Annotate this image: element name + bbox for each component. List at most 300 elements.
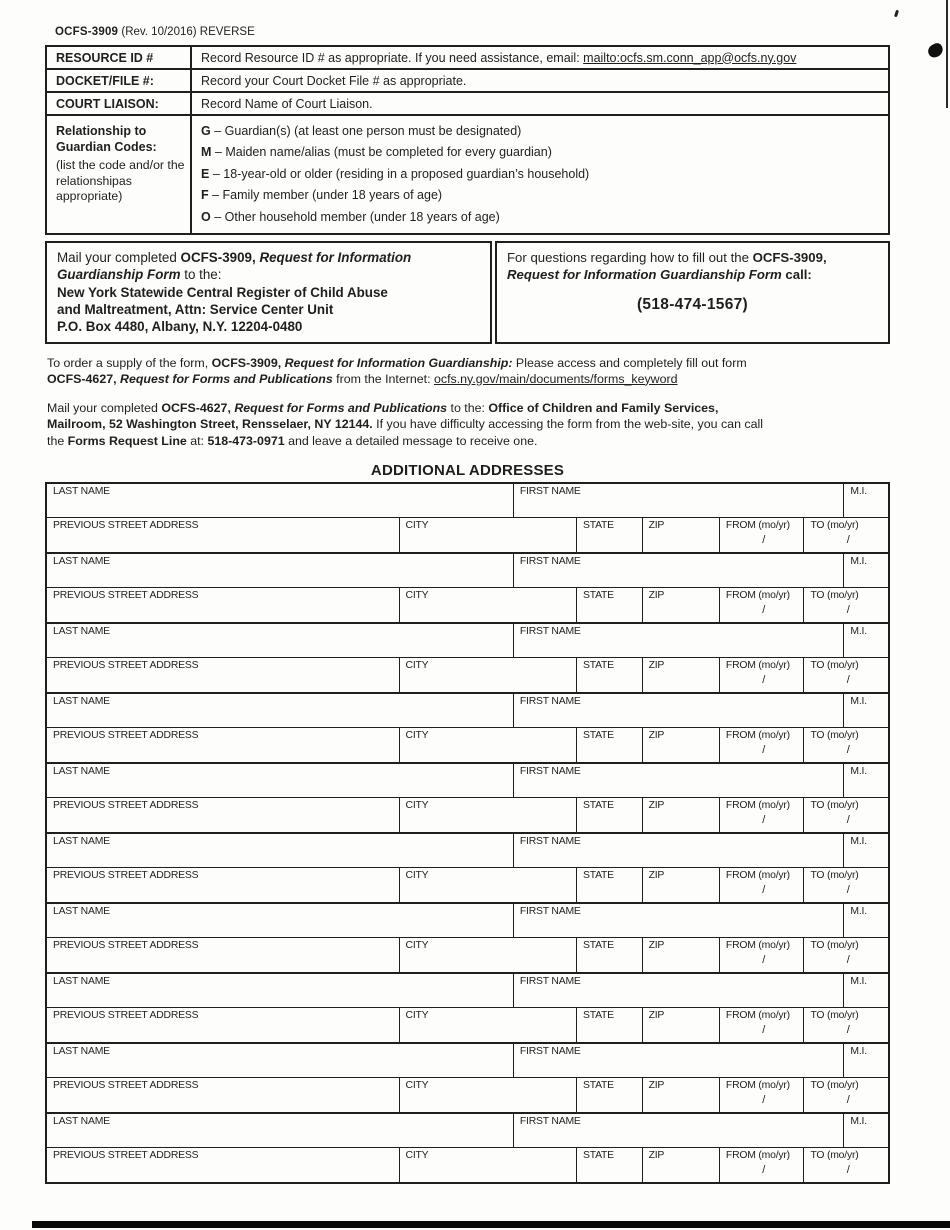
name-row (47, 974, 888, 1008)
state-label: STATE (582, 520, 614, 531)
mail-form-paragraph (47, 400, 890, 449)
city-field (399, 728, 576, 762)
questions-form-name: Request for Information Guardianship Form (507, 267, 782, 283)
street-address-label: PREVIOUS STREET ADDRESS (53, 730, 199, 741)
last-name-field (47, 1114, 513, 1147)
street-address-label: PREVIOUS STREET ADDRESS (53, 660, 199, 671)
scan-artifact-speck (894, 10, 899, 18)
docket-file-label: DOCKET/FILE #: (46, 69, 191, 92)
first-name-label: FIRST NAME (519, 626, 581, 637)
city-label: CITY (405, 800, 429, 811)
address-row (47, 868, 888, 902)
first-name-field (513, 904, 844, 937)
middle-initial-label: M.I. (850, 766, 867, 777)
address-row (47, 798, 888, 832)
city-label: CITY (405, 730, 429, 741)
date-slash: / (762, 674, 766, 686)
to-date-field (803, 868, 888, 902)
mail-para-text: and leave a detailed message to receive one. (284, 433, 538, 448)
first-name-label: FIRST NAME (519, 836, 581, 847)
last-name-field (47, 484, 513, 517)
address-block (45, 832, 890, 904)
from-date-label: FROM (mo/yr) (725, 1080, 790, 1091)
date-slash: / (846, 884, 850, 896)
from-date-label: FROM (mo/yr) (725, 730, 790, 741)
name-row (47, 764, 888, 798)
zip-field (642, 518, 719, 552)
mail-to-form-name-line2: Guardianship Form (57, 267, 181, 283)
state-field (576, 1148, 642, 1182)
address-row (47, 588, 888, 622)
guardian-codes-list (191, 115, 889, 234)
last-name-field (47, 974, 513, 1007)
from-date-field (719, 1008, 804, 1042)
date-slash: / (762, 1094, 766, 1106)
forms-request-phone: 518-473-0971 (207, 433, 285, 448)
code-separator: – (209, 166, 224, 181)
city-label: CITY (405, 590, 429, 601)
city-label: CITY (405, 1080, 429, 1091)
zip-label: ZIP (648, 590, 665, 601)
code-text: Guardian(s) (at least one person must be designated) (224, 124, 522, 138)
code-line-m (201, 142, 879, 163)
order-form2-number: OCFS-4627, (47, 371, 120, 386)
resource-id-label: RESOURCE ID # (46, 46, 191, 69)
first-name-field (513, 834, 844, 867)
zip-label: ZIP (648, 1010, 665, 1021)
name-row (47, 904, 888, 938)
code-separator: – (210, 124, 225, 138)
docket-file-desc: Record your Court Docket File # as appropriate. (191, 69, 889, 92)
to-date-label: TO (mo/yr) (810, 590, 859, 601)
to-date-field (803, 658, 888, 692)
address-block (45, 902, 890, 974)
from-date-label: FROM (mo/yr) (725, 940, 790, 951)
last-name-field (47, 624, 513, 657)
code-separator: – (210, 209, 225, 224)
court-liaison-desc: Record Name of Court Liaison. (191, 92, 889, 115)
city-label: CITY (405, 660, 429, 671)
scan-artifact-ink-blob (926, 41, 945, 59)
date-slash: / (846, 814, 850, 826)
middle-initial-field (843, 1114, 888, 1147)
middle-initial-field (843, 764, 888, 797)
street-address-field (47, 1008, 399, 1042)
questions-form-number: OCFS-3909, (752, 250, 827, 266)
street-address-label: PREVIOUS STREET ADDRESS (53, 1080, 199, 1091)
street-address-label: PREVIOUS STREET ADDRESS (53, 1150, 199, 1161)
state-field (576, 798, 642, 832)
to-date-label: TO (mo/yr) (810, 520, 859, 531)
code-text: Family member (under 18 years of age) (222, 188, 443, 203)
last-name-field (47, 554, 513, 587)
street-address-field (47, 868, 399, 902)
mail-para-text: If you have difficulty accessing the form from the web-site, you can call (372, 417, 763, 432)
city-field (399, 868, 576, 902)
mail-to-address-line2: and Maltreatment, Attn: Service Center Unit (57, 301, 334, 317)
from-date-field (719, 1078, 804, 1112)
middle-initial-label: M.I. (850, 976, 867, 987)
docket-file-row (46, 69, 889, 92)
address-row (47, 1148, 888, 1182)
from-date-label: FROM (mo/yr) (725, 590, 790, 601)
address-block (45, 762, 890, 834)
middle-initial-field (843, 554, 888, 587)
state-field (576, 938, 642, 972)
zip-field (642, 1008, 719, 1042)
middle-initial-field (843, 484, 888, 517)
code-separator: – (211, 145, 226, 160)
last-name-label: LAST NAME (53, 486, 110, 497)
from-date-field (719, 868, 804, 902)
state-field (576, 518, 642, 552)
state-field (576, 1008, 642, 1042)
city-field (399, 1148, 576, 1182)
resource-id-text: Record Resource ID # as appropriate. If you need assistance, email: (201, 50, 584, 65)
address-block (45, 1042, 890, 1114)
to-date-label: TO (mo/yr) (810, 870, 859, 881)
last-name-field (47, 764, 513, 797)
zip-field (642, 588, 719, 622)
date-slash: / (846, 674, 850, 686)
date-slash: / (762, 1024, 766, 1036)
street-address-label: PREVIOUS STREET ADDRESS (53, 590, 199, 601)
last-name-field (47, 834, 513, 867)
zip-label: ZIP (648, 870, 665, 881)
last-name-label: LAST NAME (53, 976, 110, 987)
from-date-field (719, 1148, 804, 1182)
questions-phone-number: (518-474-1567) (636, 296, 749, 314)
date-slash: / (762, 954, 766, 966)
mail-para-form-name: Request for Forms and Publications (234, 401, 448, 416)
guardian-codes-row (46, 115, 889, 234)
to-date-label: TO (mo/yr) (810, 940, 859, 951)
mail-to-address-line3: P.O. Box 4480, Albany, N.Y. 12204-0480 (57, 319, 303, 335)
to-date-field (803, 938, 888, 972)
address-row (47, 728, 888, 762)
address-blocks (45, 482, 890, 1184)
street-address-field (47, 798, 399, 832)
questions-pre: For questions regarding how to fill out the (507, 250, 753, 266)
from-date-field (719, 588, 804, 622)
zip-field (642, 1078, 719, 1112)
address-block (45, 482, 890, 554)
address-block (45, 622, 890, 694)
to-date-label: TO (mo/yr) (810, 730, 859, 741)
middle-initial-field (843, 834, 888, 867)
first-name-field (513, 974, 844, 1007)
mail-para-office: Office of Children and Family Services, (488, 401, 719, 416)
to-date-label: TO (mo/yr) (810, 1080, 859, 1091)
order-text: To order a supply of the form, (47, 355, 212, 370)
form-revision: (Rev. 10/2016) REVERSE (118, 26, 255, 38)
document-body (45, 26, 890, 1184)
first-name-label: FIRST NAME (519, 556, 581, 567)
zip-label: ZIP (648, 940, 665, 951)
resource-id-row (46, 46, 889, 69)
from-date-label: FROM (mo/yr) (725, 800, 790, 811)
city-label: CITY (405, 940, 429, 951)
order-form-name: Request for Information Guardianship: (284, 355, 513, 370)
name-row (47, 834, 888, 868)
from-date-field (719, 518, 804, 552)
assistance-email-link[interactable]: mailto:ocfs.sm.conn_app@ocfs.ny.gov (583, 50, 797, 65)
zip-field (642, 658, 719, 692)
address-row (47, 1008, 888, 1042)
date-slash: / (762, 1164, 766, 1176)
city-field (399, 1078, 576, 1112)
address-block (45, 552, 890, 624)
address-block (45, 972, 890, 1044)
middle-initial-label: M.I. (850, 906, 867, 917)
street-address-label: PREVIOUS STREET ADDRESS (53, 940, 199, 951)
first-name-field (513, 694, 844, 727)
mail-para-text: to the: (447, 401, 489, 416)
middle-initial-field (843, 974, 888, 1007)
code-letter: M (201, 145, 212, 160)
from-date-label: FROM (mo/yr) (725, 1150, 790, 1161)
state-label: STATE (582, 730, 614, 741)
name-row (47, 484, 888, 518)
first-name-field (513, 1044, 844, 1077)
first-name-field (513, 1114, 844, 1147)
city-field (399, 798, 576, 832)
code-line-o (201, 207, 879, 228)
resource-id-desc (191, 46, 889, 69)
street-address-label: PREVIOUS STREET ADDRESS (53, 870, 199, 881)
code-text: Maiden name/alias (must be completed for every guardian) (225, 145, 552, 160)
last-name-field (47, 694, 513, 727)
city-field (399, 518, 576, 552)
questions-post: call: (781, 267, 812, 283)
date-slash: / (846, 1094, 850, 1106)
court-liaison-row (46, 92, 889, 115)
date-slash: / (762, 814, 766, 826)
from-date-label: FROM (mo/yr) (725, 660, 790, 671)
zip-label: ZIP (648, 800, 665, 811)
first-name-label: FIRST NAME (519, 696, 581, 707)
state-field (576, 1078, 642, 1112)
date-slash: / (846, 1024, 850, 1036)
date-slash: / (846, 1164, 850, 1176)
city-field (399, 1008, 576, 1042)
code-letter: F (201, 188, 209, 203)
additional-addresses-title: ADDITIONAL ADDRESSES (370, 462, 565, 479)
city-label: CITY (405, 1010, 429, 1021)
street-address-field (47, 938, 399, 972)
first-name-field (513, 554, 844, 587)
street-address-field (47, 728, 399, 762)
from-date-field (719, 938, 804, 972)
zip-label: ZIP (648, 730, 665, 741)
code-letter: E (201, 166, 210, 181)
state-field (576, 658, 642, 692)
zip-label: ZIP (648, 1150, 665, 1161)
date-slash: / (762, 604, 766, 616)
last-name-label: LAST NAME (53, 696, 110, 707)
mail-to-pre: Mail your completed (57, 250, 181, 266)
name-row (47, 554, 888, 588)
from-date-label: FROM (mo/yr) (725, 870, 790, 881)
scan-artifact-right-edge-line (946, 0, 948, 108)
first-name-label: FIRST NAME (519, 906, 581, 917)
zip-field (642, 1148, 719, 1182)
code-separator: – (208, 188, 223, 203)
address-row (47, 938, 888, 972)
info-table (45, 45, 890, 235)
zip-field (642, 798, 719, 832)
first-name-label: FIRST NAME (519, 1046, 581, 1057)
middle-initial-label: M.I. (850, 626, 867, 637)
middle-initial-field (843, 904, 888, 937)
street-address-field (47, 588, 399, 622)
to-date-label: TO (mo/yr) (810, 660, 859, 671)
last-name-label: LAST NAME (53, 1046, 110, 1057)
middle-initial-label: M.I. (850, 1116, 867, 1127)
zip-field (642, 728, 719, 762)
from-date-field (719, 728, 804, 762)
order-form2-name: Request for Forms and Publications (120, 371, 333, 386)
middle-initial-label: M.I. (850, 696, 867, 707)
first-name-label: FIRST NAME (519, 1116, 581, 1127)
city-field (399, 938, 576, 972)
guardian-codes-label: Relationship to Guardian Codes: (56, 124, 157, 154)
street-address-field (47, 1148, 399, 1182)
state-label: STATE (582, 940, 614, 951)
order-form-number: OCFS-3909, (211, 355, 285, 370)
code-text: Other household member (under 18 years of age) (224, 209, 500, 224)
middle-initial-label: M.I. (850, 1046, 867, 1057)
date-slash: / (846, 954, 850, 966)
state-label: STATE (582, 800, 614, 811)
last-name-label: LAST NAME (53, 906, 110, 917)
mail-to-box (45, 241, 492, 343)
mailing-instructions (45, 241, 890, 343)
city-field (399, 658, 576, 692)
street-address-field (47, 658, 399, 692)
mail-para-text: Mail your completed (47, 401, 162, 416)
city-field (399, 588, 576, 622)
city-label: CITY (405, 520, 429, 531)
mail-to-address-line1: New York Statewide Central Register of Child Abuse (57, 284, 388, 300)
mail-para-text: the (47, 433, 68, 448)
last-name-label: LAST NAME (53, 766, 110, 777)
mail-para-text: at: (186, 433, 208, 448)
state-label: STATE (582, 660, 614, 671)
to-date-field (803, 518, 888, 552)
code-letter: G (201, 124, 211, 138)
middle-initial-label: M.I. (850, 486, 867, 497)
middle-initial-field (843, 624, 888, 657)
date-slash: / (762, 884, 766, 896)
to-date-field (803, 1148, 888, 1182)
guardian-codes-label-cell (46, 115, 191, 234)
address-block (45, 692, 890, 764)
code-line-e (201, 164, 879, 185)
zip-label: ZIP (648, 1080, 665, 1091)
from-date-label: FROM (mo/yr) (725, 1010, 790, 1021)
date-slash: / (762, 744, 766, 756)
first-name-label: FIRST NAME (519, 766, 581, 777)
name-row (47, 694, 888, 728)
address-row (47, 658, 888, 692)
to-date-label: TO (mo/yr) (810, 1010, 859, 1021)
to-date-field (803, 798, 888, 832)
zip-field (642, 868, 719, 902)
to-date-field (803, 1008, 888, 1042)
state-field (576, 868, 642, 902)
street-address-label: PREVIOUS STREET ADDRESS (53, 520, 199, 531)
to-date-field (803, 728, 888, 762)
forms-website-link[interactable]: ocfs.ny.gov/main/documents/forms_keyword (433, 371, 678, 386)
state-field (576, 728, 642, 762)
last-name-label: LAST NAME (53, 1116, 110, 1127)
zip-label: ZIP (648, 520, 665, 531)
zip-field (642, 938, 719, 972)
middle-initial-field (843, 694, 888, 727)
first-name-label: FIRST NAME (519, 486, 581, 497)
last-name-label: LAST NAME (53, 626, 110, 637)
to-date-label: TO (mo/yr) (810, 800, 859, 811)
code-line-f (201, 185, 879, 206)
from-date-field (719, 798, 804, 832)
middle-initial-field (843, 1044, 888, 1077)
form-number: OCFS-3909 (55, 26, 119, 38)
mail-to-form-number: OCFS-3909, (180, 250, 260, 266)
from-date-label: FROM (mo/yr) (725, 520, 790, 531)
to-date-field (803, 1078, 888, 1112)
first-name-label: FIRST NAME (519, 976, 581, 987)
to-date-label: TO (mo/yr) (810, 1150, 859, 1161)
date-slash: / (846, 604, 850, 616)
code-text: 18-year-old or older (residing in a proposed guardian’s household) (223, 166, 590, 181)
name-row (47, 1044, 888, 1078)
court-liaison-label: COURT LIAISON: (46, 92, 191, 115)
to-date-field (803, 588, 888, 622)
form-header (55, 26, 890, 38)
street-address-field (47, 1078, 399, 1112)
state-label: STATE (582, 1080, 614, 1091)
address-block (45, 1112, 890, 1184)
guardian-codes-note: (list the code and/or the relationshipas appropriate) (56, 158, 185, 203)
mail-para-office-address: Mailroom, 52 Washington Street, Rensselaer, NY 12144. (47, 417, 373, 432)
address-row (47, 518, 888, 552)
state-label: STATE (582, 1010, 614, 1021)
date-slash: / (846, 744, 850, 756)
street-address-label: PREVIOUS STREET ADDRESS (53, 800, 199, 811)
city-label: CITY (405, 1150, 429, 1161)
order-text: Please access and completely fill out form (512, 355, 747, 370)
questions-box (495, 241, 890, 343)
from-date-field (719, 658, 804, 692)
date-slash: / (846, 534, 850, 546)
street-address-field (47, 518, 399, 552)
last-name-field (47, 904, 513, 937)
name-row (47, 1114, 888, 1148)
zip-label: ZIP (648, 660, 665, 671)
last-name-label: LAST NAME (53, 556, 110, 567)
date-slash: / (762, 534, 766, 546)
middle-initial-label: M.I. (850, 836, 867, 847)
first-name-field (513, 484, 844, 517)
state-label: STATE (582, 870, 614, 881)
mail-to-post: to the: (180, 267, 222, 283)
state-label: STATE (582, 590, 614, 601)
last-name-field (47, 1044, 513, 1077)
first-name-field (513, 764, 844, 797)
name-row (47, 624, 888, 658)
code-letter: O (201, 209, 211, 224)
